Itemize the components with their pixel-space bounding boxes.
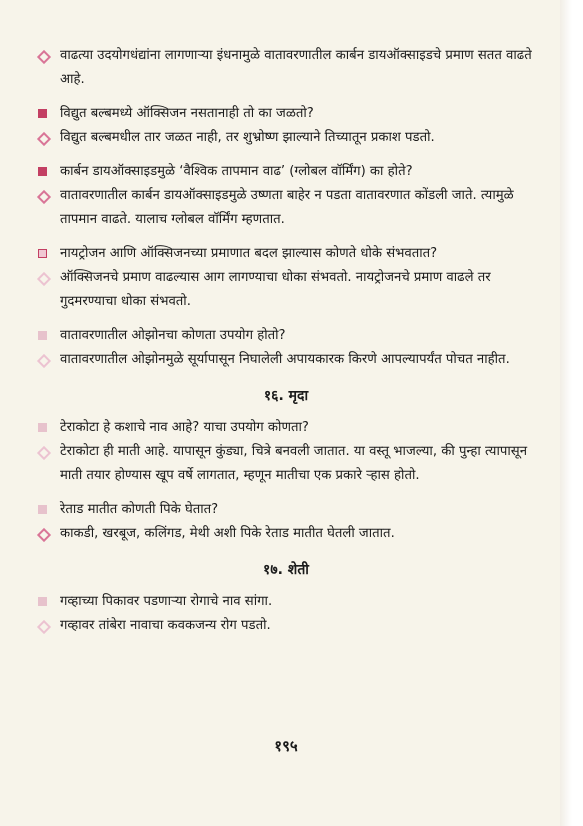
question-item [36,324,536,348]
question-text: विद्युत बल्बमध्ये ऑक्सिजन नसतानाही तो का जळतो? [60,106,314,121]
answer-text: वाढत्या उदयोगधंद्यांना लागणाऱ्या इंधनामुळे वातावरणातील कार्बन डायऑक्साइडचे प्रमाण सतत वाढते आहे. [60,48,532,87]
question-item [36,102,536,126]
square-bullet-icon [38,167,47,176]
square-bullet-icon [38,109,47,118]
diamond-bullet-icon [37,132,51,146]
diamond-bullet-icon [37,528,51,542]
page-content [36,44,536,755]
question-item [36,160,536,184]
question-text: कार्बन डायऑक्साइडमुळे ‘वैश्विक तापमान वाढ’ (ग्लोबल वॉर्मिंग) का होते? [60,164,413,179]
square-bullet-icon [38,249,47,258]
question-item [36,498,536,522]
square-bullet-icon [38,423,47,432]
section-heading: १७. शेती [263,562,309,578]
answer-item [36,440,536,488]
question-text: गव्हाच्या पिकावर पडणाऱ्या रोगाचे नाव सांगा. [60,594,273,609]
page-number: १९५ [274,737,298,755]
section-heading: १६. मृदा [263,388,309,404]
answer-item [36,614,536,638]
answer-text: काकडी, खरबूज, कलिंगड, मेथी अशी पिके रेताड मातीत घेतली जातात. [60,526,395,541]
answer-text: गव्हावर तांबेरा नावाचा कवकजन्य रोग पडतो. [60,618,271,633]
question-text: वातावरणातील ओझोनचा कोणता उपयोग होतो? [60,328,286,343]
square-bullet-icon [38,505,47,514]
question-item [36,590,536,614]
question-item [36,416,536,440]
answer-text: टेराकोटा ही माती आहे. यापासून कुंड्या, चित्रे बनवली जातात. या वस्तू भाजल्या, की पुन्हा त्यापासून माती तयार होण्यास खूप वर्षे लागतात, म्हणून मातीचा एक प्रकारे ऱ्हास होतो. [60,444,528,483]
answer-item [36,44,536,92]
answer-text: वातावरणातील ओझोनमुळे सूर्यापासून निघालेली अपायकारक किरणे आपल्यापर्यंत पोचत नाहीत. [60,352,510,367]
question-text: रेताड मातीत कोणती पिके घेतात? [60,502,219,517]
answer-text: ऑक्सिजनचे प्रमाण वाढल्यास आग लागण्याचा धोका संभवतो. नायट्रोजनचे प्रमाण वाढले तर गुदमरण्याचा धोका संभवतो. [60,270,491,309]
diamond-bullet-icon [37,354,51,368]
answer-item [36,266,536,314]
diamond-bullet-icon [37,190,51,204]
diamond-bullet-icon [37,620,51,634]
question-text: टेराकोटा हे कशाचे नाव आहे? याचा उपयोग कोणता? [60,420,309,435]
square-bullet-icon [38,331,47,340]
question-item [36,242,536,266]
answer-text: वातावरणातील कार्बन डायऑक्साइडमुळे उष्णता बाहेर न पडता वातावरणात कोंडली जाते. त्यामुळे तापमान वाढते. यालाच ग्लोबल वॉर्मिंग म्हणतात. [60,188,514,227]
answer-item [36,126,536,150]
square-bullet-icon [38,597,47,606]
diamond-bullet-icon [37,50,51,64]
question-text: नायट्रोजन आणि ऑक्सिजनच्या प्रमाणात बदल झाल्यास कोणते धोके संभवतात? [60,246,438,261]
diamond-bullet-icon [37,272,51,286]
answer-item [36,348,536,372]
diamond-bullet-icon [37,446,51,460]
answer-text: विद्युत बल्बमधील तार जळत नाही, तर शुभ्रोष्ण झाल्याने तिच्यातून प्रकाश पडतो. [60,130,435,145]
answer-item [36,522,536,546]
answer-item [36,184,536,232]
